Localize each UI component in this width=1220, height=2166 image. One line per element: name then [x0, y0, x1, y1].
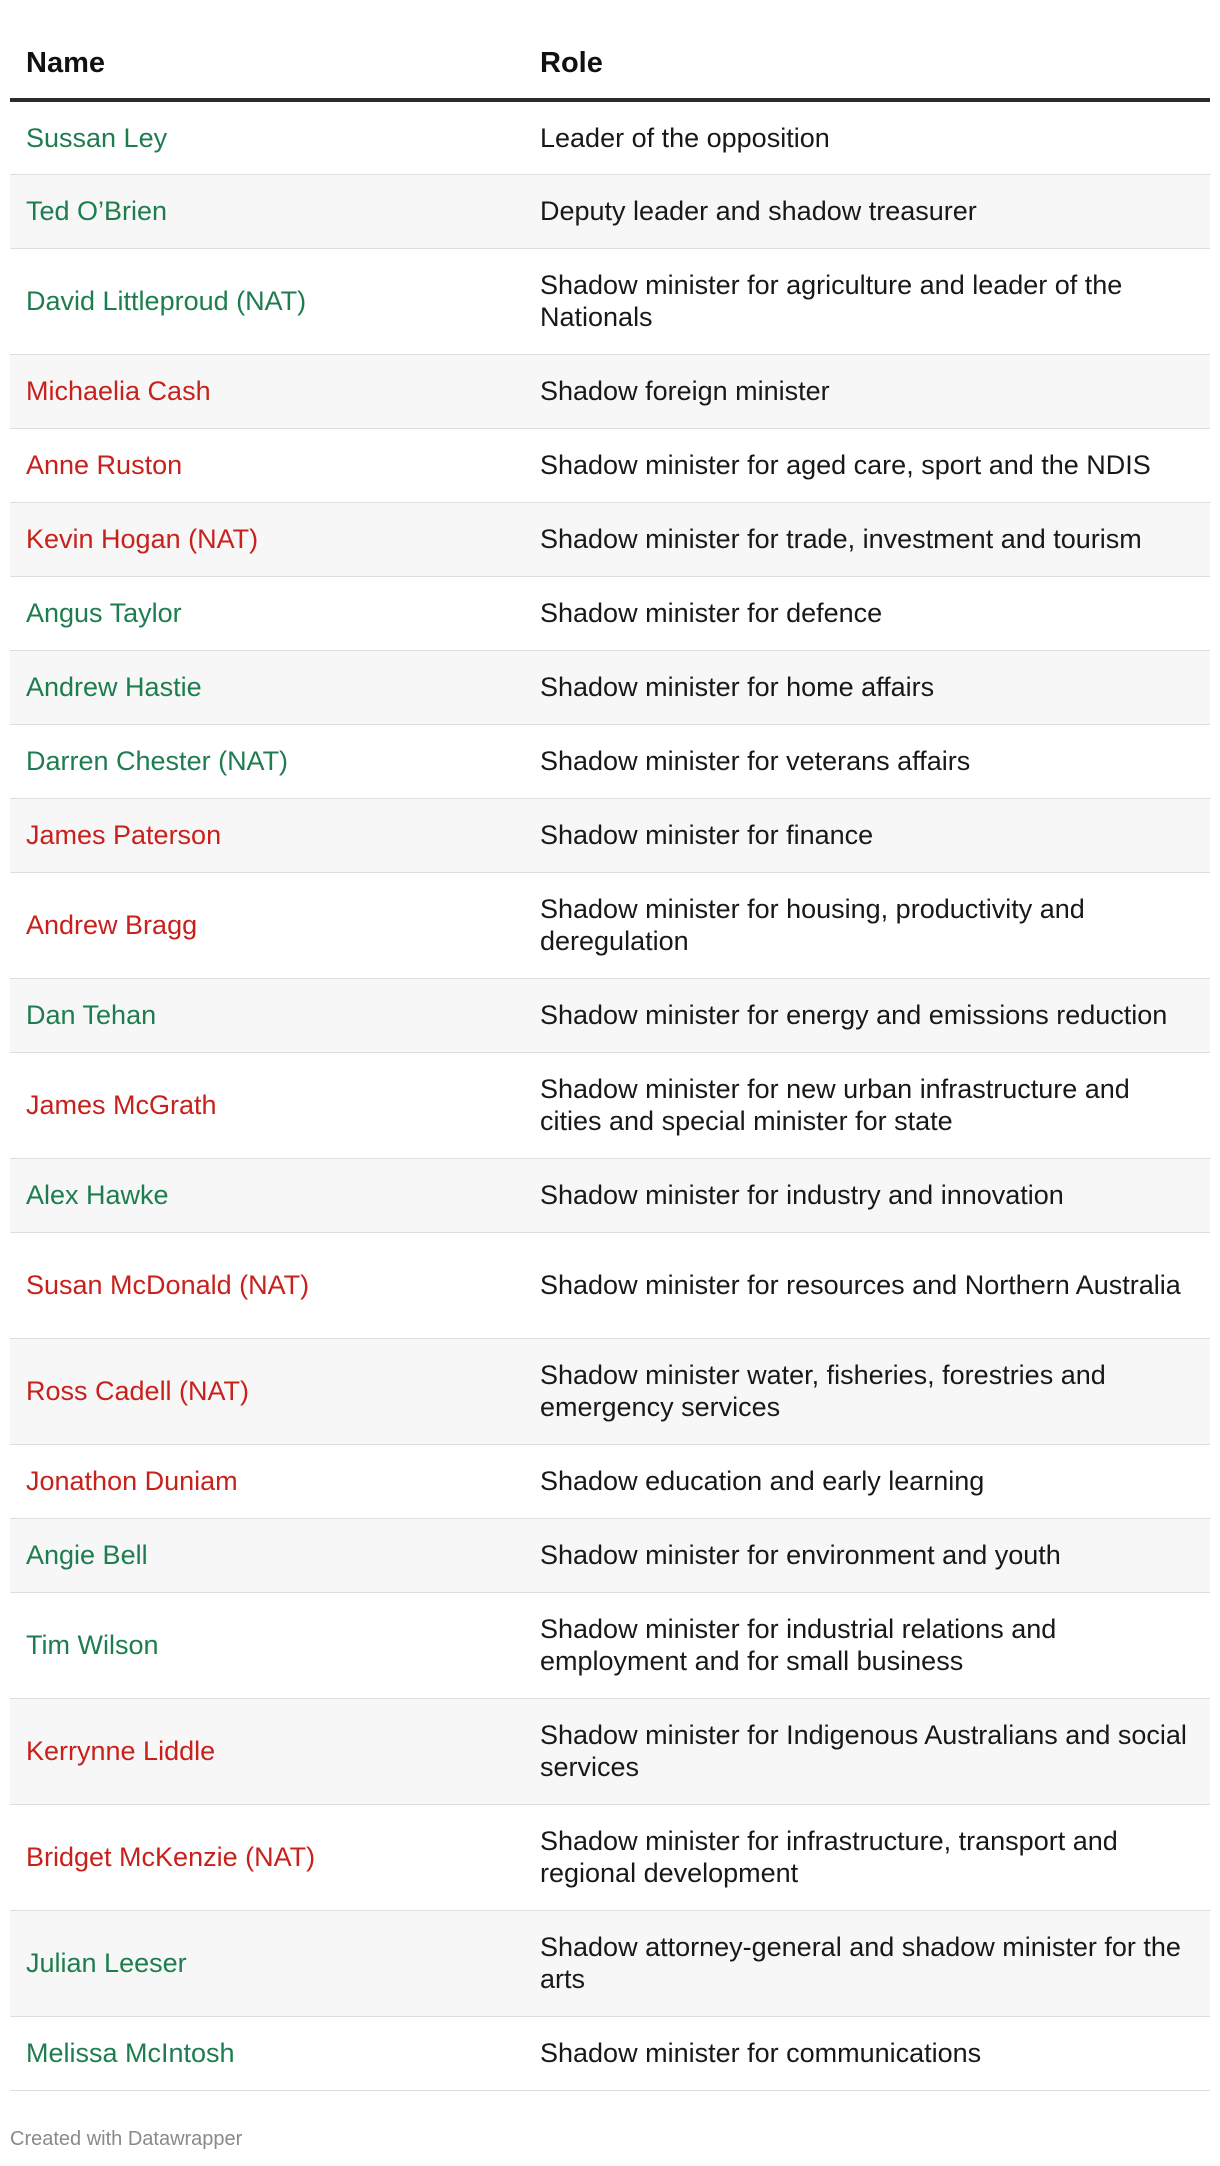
cell-role: Shadow minister for environment and youth — [524, 1518, 1210, 1592]
table-row — [10, 1232, 1210, 1338]
cell-role: Shadow minister for industrial relations and employment and for small business — [524, 1592, 1210, 1698]
table-row — [10, 428, 1210, 502]
cell-name: Dan Tehan — [10, 978, 524, 1052]
cell-name: Kerrynne Liddle — [10, 1698, 524, 1804]
table-container — [10, 28, 1210, 2091]
cell-name: Michaelia Cash — [10, 354, 524, 428]
table-row — [10, 576, 1210, 650]
cell-role: Deputy leader and shadow treasurer — [524, 174, 1210, 248]
cell-name: Melissa McIntosh — [10, 2016, 524, 2090]
cell-role: Shadow minister for housing, productivity and deregulation — [524, 872, 1210, 978]
table-row — [10, 1910, 1210, 2016]
table-row — [10, 2016, 1210, 2090]
header-row — [10, 28, 1210, 100]
cell-role: Shadow minister for resources and Northern Australia — [524, 1232, 1210, 1338]
table-row — [10, 724, 1210, 798]
cell-name: Tim Wilson — [10, 1592, 524, 1698]
table-row — [10, 502, 1210, 576]
table-row — [10, 978, 1210, 1052]
cell-role: Shadow minister for industry and innovation — [524, 1158, 1210, 1232]
cell-role: Shadow minister for home affairs — [524, 650, 1210, 724]
cell-name: Angie Bell — [10, 1518, 524, 1592]
cell-role: Shadow minister for agriculture and leader of the Nationals — [524, 248, 1210, 354]
table-row — [10, 872, 1210, 978]
table-header — [10, 28, 1210, 100]
cell-name: Darren Chester (NAT) — [10, 724, 524, 798]
table-row — [10, 1052, 1210, 1158]
cell-role: Shadow minister for new urban infrastructure and cities and special minister for state — [524, 1052, 1210, 1158]
cell-role: Shadow minister for Indigenous Australians and social services — [524, 1698, 1210, 1804]
table-row — [10, 1698, 1210, 1804]
table-row — [10, 100, 1210, 174]
table-row — [10, 1338, 1210, 1444]
table-row — [10, 354, 1210, 428]
table-row — [10, 1158, 1210, 1232]
table-row — [10, 1804, 1210, 1910]
cell-name: Alex Hawke — [10, 1158, 524, 1232]
cell-role: Leader of the opposition — [524, 100, 1210, 174]
table-row — [10, 1444, 1210, 1518]
cell-name: Jonathon Duniam — [10, 1444, 524, 1518]
datawrapper-credit: Created with Datawrapper — [10, 2128, 243, 2150]
cell-name: Ted O’Brien — [10, 174, 524, 248]
cell-name: David Littleproud (NAT) — [10, 248, 524, 354]
cell-role: Shadow minister for infrastructure, transport and regional development — [524, 1804, 1210, 1910]
column-header-name[interactable]: Name — [10, 28, 524, 100]
table-row — [10, 174, 1210, 248]
table-row — [10, 1592, 1210, 1698]
table-row — [10, 650, 1210, 724]
cell-role: Shadow minister for communications — [524, 2016, 1210, 2090]
table-body — [10, 100, 1210, 2090]
shadow-ministry-table — [10, 28, 1210, 2091]
table-row — [10, 798, 1210, 872]
cell-role: Shadow minister for trade, investment and tourism — [524, 502, 1210, 576]
cell-role: Shadow minister for energy and emissions reduction — [524, 978, 1210, 1052]
cell-name: Kevin Hogan (NAT) — [10, 502, 524, 576]
cell-role: Shadow attorney-general and shadow minister for the arts — [524, 1910, 1210, 2016]
cell-role: Shadow education and early learning — [524, 1444, 1210, 1518]
cell-name: James Paterson — [10, 798, 524, 872]
cell-name: Andrew Hastie — [10, 650, 524, 724]
cell-role: Shadow minister for finance — [524, 798, 1210, 872]
cell-name: Anne Ruston — [10, 428, 524, 502]
cell-name: Sussan Ley — [10, 100, 524, 174]
cell-name: James McGrath — [10, 1052, 524, 1158]
cell-name: Bridget McKenzie (NAT) — [10, 1804, 524, 1910]
column-header-role[interactable]: Role — [524, 28, 1210, 100]
cell-role: Shadow foreign minister — [524, 354, 1210, 428]
cell-role: Shadow minister for defence — [524, 576, 1210, 650]
cell-name: Angus Taylor — [10, 576, 524, 650]
table-row — [10, 1518, 1210, 1592]
cell-name: Susan McDonald (NAT) — [10, 1232, 524, 1338]
cell-role: Shadow minister water, fisheries, forestries and emergency services — [524, 1338, 1210, 1444]
cell-name: Andrew Bragg — [10, 872, 524, 978]
cell-role: Shadow minister for veterans affairs — [524, 724, 1210, 798]
table-row — [10, 248, 1210, 354]
cell-name: Ross Cadell (NAT) — [10, 1338, 524, 1444]
cell-name: Julian Leeser — [10, 1910, 524, 2016]
cell-role: Shadow minister for aged care, sport and the NDIS — [524, 428, 1210, 502]
